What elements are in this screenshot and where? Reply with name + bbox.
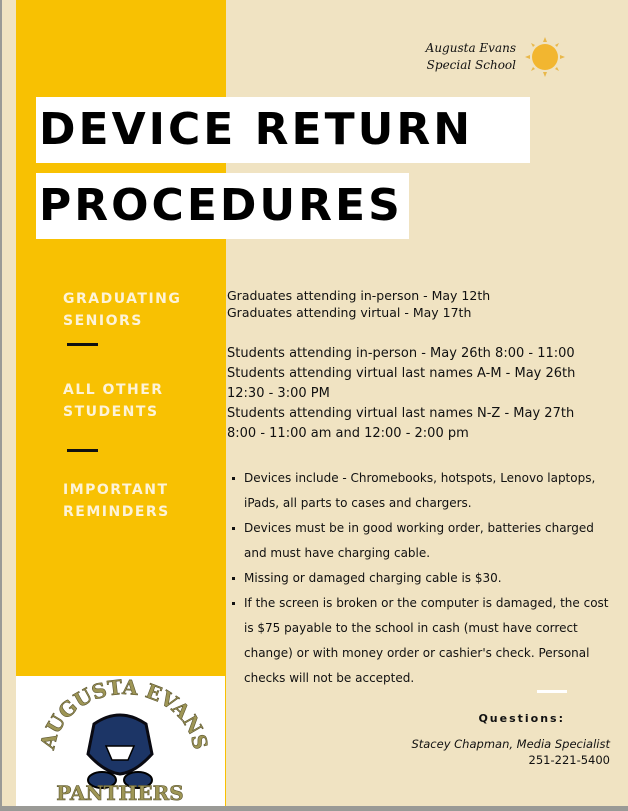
reminders-list xyxy=(231,466,609,691)
section-heading-important-reminders xyxy=(63,479,170,523)
list-item: Missing or damaged charging cable is $30. xyxy=(231,566,609,591)
list-item: If the screen is broken or the computer is damaged, the cost is $75 payable to the school in cash (must have correct change) or with money order or cashier's check. Personal checks will not be accepted. xyxy=(231,591,609,691)
detail-line: 8:00 - 11:00 am and 12:00 - 2:00 pm xyxy=(227,426,469,441)
divider xyxy=(67,449,98,452)
detail-line: Graduates attending virtual - May 17th xyxy=(227,305,472,320)
heading-line: IMPORTANT xyxy=(63,482,169,498)
section-heading-all-other-students xyxy=(63,379,164,423)
detail-line: Students attending in-person - May 26th 8:00 - 11:00 xyxy=(227,346,575,361)
contact-name: Stacey Chapman, Media Specialist xyxy=(411,737,610,751)
contact-phone: 251-221-5400 xyxy=(528,753,610,767)
divider xyxy=(67,343,98,346)
heading-line: SENIORS xyxy=(63,313,143,329)
school-name-line1: Augusta Evans xyxy=(425,41,516,55)
page-title-line2: PROCEDURES xyxy=(36,173,409,239)
detail-line: Graduates attending in-person - May 12th xyxy=(227,288,491,303)
section-heading-graduating-seniors xyxy=(63,288,181,332)
contact-info xyxy=(411,736,610,768)
panther-mascot-icon xyxy=(16,676,225,806)
list-item: Devices include - Chromebooks, hotspots, Lenovo laptops, iPads, all parts to cases and chargers. xyxy=(231,466,609,516)
school-name-line2: Special School xyxy=(426,58,516,72)
svg-text:PANTHERS: PANTHERS xyxy=(56,781,184,805)
school-logo xyxy=(16,676,226,806)
detail-line: 12:30 - 3:00 PM xyxy=(227,386,330,401)
sun-icon xyxy=(524,36,566,78)
heading-line: STUDENTS xyxy=(63,404,159,420)
questions-label: Questions: xyxy=(478,712,565,725)
heading-line: ALL OTHER xyxy=(63,382,164,398)
flyer-page xyxy=(2,0,628,806)
detail-line: Students attending virtual last names A-M - May 26th xyxy=(227,366,576,381)
svg-text:AUGUSTA EVANS: AUGUSTA EVANS xyxy=(35,676,213,752)
school-name xyxy=(426,40,516,74)
graduating-seniors-details xyxy=(227,287,490,321)
list-item: Devices must be in good working order, batteries charged and must have charging cable. xyxy=(231,516,609,566)
heading-line: REMINDERS xyxy=(63,504,170,520)
page-title-line1: DEVICE RETURN xyxy=(36,97,530,163)
other-students-details xyxy=(227,344,575,444)
detail-line: Students attending virtual last names N-Z - May 27th xyxy=(227,406,575,421)
heading-line: GRADUATING xyxy=(63,291,182,307)
divider xyxy=(537,690,567,693)
